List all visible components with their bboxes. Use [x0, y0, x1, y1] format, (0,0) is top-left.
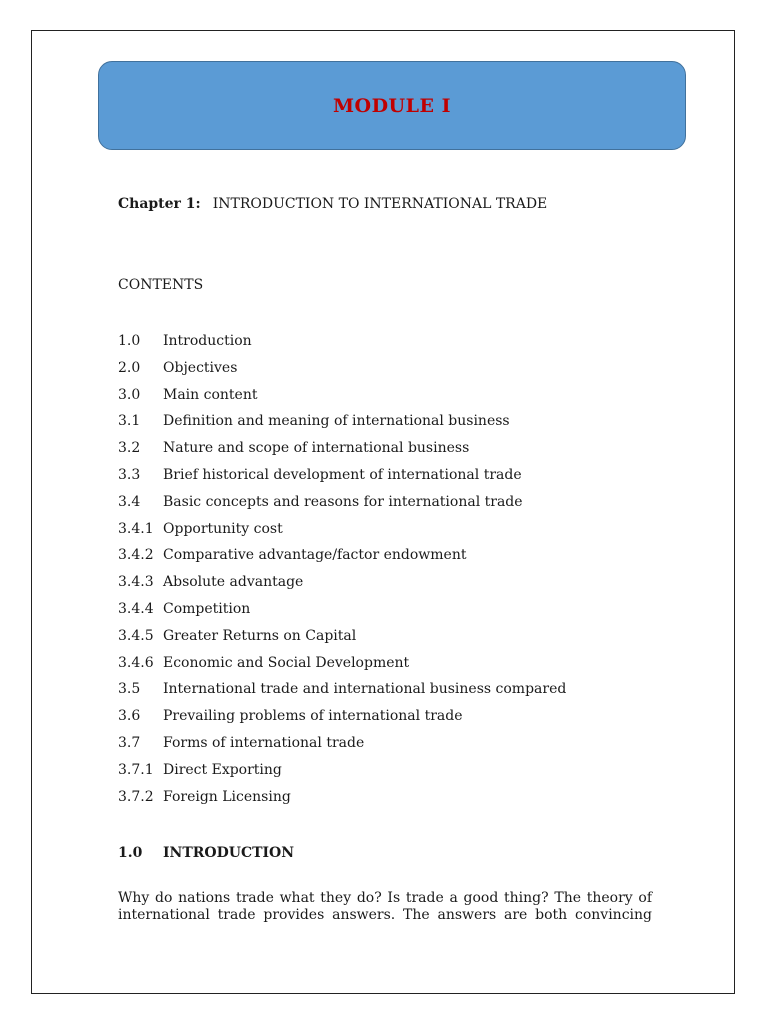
toc-item	[118, 467, 566, 494]
toc-number: 3.4.1	[118, 520, 154, 537]
toc-label: International trade and international business compared	[163, 681, 567, 698]
toc-item	[118, 601, 566, 628]
chapter-title: INTRODUCTION TO INTERNATIONAL TRADE	[212, 196, 548, 212]
toc-item	[118, 494, 566, 521]
section-title: INTRODUCTION	[163, 845, 295, 861]
toc-number: 3.6	[118, 708, 141, 725]
toc-item	[118, 655, 566, 682]
toc-label: Direct Exporting	[163, 761, 282, 778]
table-of-contents	[118, 333, 566, 815]
toc-number: 3.0	[118, 386, 141, 403]
toc-label: Introduction	[163, 333, 252, 349]
toc-number: 3.4.5	[118, 627, 154, 644]
toc-label: Foreign Licensing	[163, 788, 291, 805]
toc-number: 3.4	[118, 493, 141, 510]
toc-item	[118, 360, 566, 387]
contents-heading: CONTENTS	[118, 277, 204, 293]
toc-number: 3.4.4	[118, 600, 154, 617]
module-banner	[98, 61, 686, 150]
toc-number: 3.3	[118, 466, 141, 483]
toc-item	[118, 574, 566, 601]
toc-number: 3.7	[118, 734, 141, 751]
toc-number: 3.4.3	[118, 574, 154, 591]
section-heading	[118, 845, 294, 861]
toc-label: Main content	[163, 386, 258, 403]
toc-item	[118, 708, 566, 735]
toc-label: Basic concepts and reasons for international trade	[163, 493, 523, 510]
toc-number: 3.4.6	[118, 654, 154, 671]
toc-number: 3.7.1	[118, 761, 154, 778]
toc-item	[118, 547, 566, 574]
chapter-label: Chapter 1:	[118, 196, 201, 212]
toc-item	[118, 681, 566, 708]
section-number: 1.0	[118, 845, 143, 861]
toc-item	[118, 789, 566, 816]
toc-number: 3.2	[118, 440, 141, 457]
toc-item	[118, 735, 566, 762]
toc-item	[118, 628, 566, 655]
toc-item	[118, 387, 566, 414]
toc-label: Opportunity cost	[163, 520, 283, 537]
toc-label: Economic and Social Development	[163, 654, 410, 671]
toc-item	[118, 333, 566, 360]
toc-label: Competition	[163, 600, 251, 617]
toc-label: Brief historical development of international trade	[163, 466, 522, 483]
toc-item	[118, 762, 566, 789]
toc-label: Comparative advantage/factor endowment	[163, 547, 467, 564]
toc-item	[118, 413, 566, 440]
toc-label: Absolute advantage	[163, 574, 304, 591]
chapter-heading	[118, 196, 547, 212]
toc-item	[118, 521, 566, 548]
toc-label: Nature and scope of international business	[163, 440, 470, 457]
toc-number: 3.1	[118, 413, 141, 430]
toc-number: 3.7.2	[118, 788, 154, 805]
toc-label: Objectives	[163, 359, 238, 376]
toc-number: 3.5	[118, 681, 141, 698]
intro-paragraph: Why do nations trade what they do? Is trade a good thing? The theory of international trade provides answers. The answers are both convincing	[118, 890, 652, 923]
toc-number: 1.0	[118, 333, 141, 349]
toc-label: Definition and meaning of international business	[163, 413, 510, 430]
toc-item	[118, 440, 566, 467]
module-title: MODULE I	[333, 94, 451, 117]
toc-label: Prevailing problems of international trade	[163, 708, 463, 725]
toc-number: 3.4.2	[118, 547, 154, 564]
toc-label: Forms of international trade	[163, 734, 365, 751]
toc-number: 2.0	[118, 359, 141, 376]
toc-label: Greater Returns on Capital	[163, 627, 357, 644]
